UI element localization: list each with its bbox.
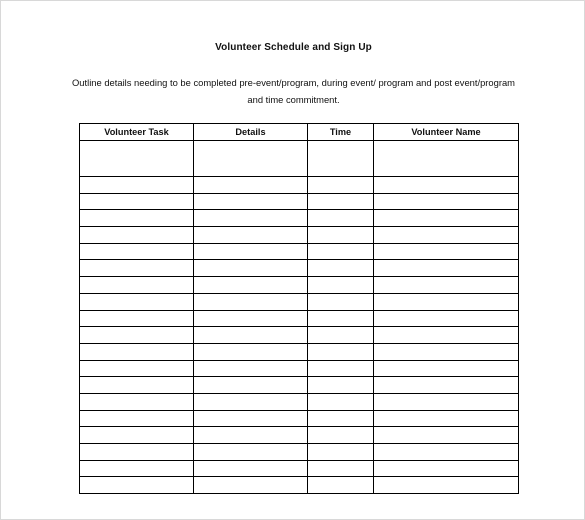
task-cell[interactable] [80, 260, 194, 277]
task-cell[interactable] [80, 293, 194, 310]
table-row [80, 327, 519, 344]
task-cell[interactable] [80, 343, 194, 360]
table-row [80, 460, 519, 477]
name-cell[interactable] [374, 177, 519, 194]
details-cell[interactable] [194, 277, 308, 294]
task-cell[interactable] [80, 277, 194, 294]
table-row [80, 393, 519, 410]
name-cell[interactable] [374, 427, 519, 444]
task-cell[interactable] [80, 210, 194, 227]
time-cell[interactable] [308, 177, 374, 194]
name-cell[interactable] [374, 310, 519, 327]
name-cell[interactable] [374, 260, 519, 277]
table-header-row [80, 124, 519, 141]
table-row [80, 427, 519, 444]
name-cell[interactable] [374, 327, 519, 344]
name-cell[interactable] [374, 360, 519, 377]
time-cell[interactable] [308, 260, 374, 277]
table-row [80, 293, 519, 310]
table-row [80, 343, 519, 360]
name-cell[interactable] [374, 277, 519, 294]
details-cell[interactable] [194, 477, 308, 494]
name-cell[interactable] [374, 210, 519, 227]
header-volunteer-name: Volunteer Name [374, 124, 519, 141]
details-cell[interactable] [194, 193, 308, 210]
name-cell[interactable] [374, 343, 519, 360]
name-cell[interactable] [374, 410, 519, 427]
details-cell[interactable] [194, 243, 308, 260]
table-row [80, 310, 519, 327]
time-cell[interactable] [308, 193, 374, 210]
task-cell[interactable] [80, 477, 194, 494]
details-cell[interactable] [194, 227, 308, 244]
time-cell[interactable] [308, 293, 374, 310]
document-intro [61, 74, 526, 108]
details-cell[interactable] [194, 427, 308, 444]
header-details: Details [194, 124, 308, 141]
table-row [80, 193, 519, 210]
time-cell[interactable] [308, 327, 374, 344]
time-cell[interactable] [308, 343, 374, 360]
table-row [80, 410, 519, 427]
table-row [80, 227, 519, 244]
time-cell[interactable] [308, 277, 374, 294]
header-volunteer-task: Volunteer Task [80, 124, 194, 141]
name-cell[interactable] [374, 141, 519, 177]
details-cell[interactable] [194, 410, 308, 427]
name-cell[interactable] [374, 393, 519, 410]
name-cell[interactable] [374, 193, 519, 210]
task-cell[interactable] [80, 360, 194, 377]
details-cell[interactable] [194, 310, 308, 327]
table-row [80, 360, 519, 377]
task-cell[interactable] [80, 377, 194, 394]
task-cell[interactable] [80, 243, 194, 260]
time-cell[interactable] [308, 227, 374, 244]
task-cell[interactable] [80, 227, 194, 244]
details-cell[interactable] [194, 393, 308, 410]
details-cell[interactable] [194, 460, 308, 477]
task-cell[interactable] [80, 427, 194, 444]
time-cell[interactable] [308, 377, 374, 394]
time-cell[interactable] [308, 310, 374, 327]
details-cell[interactable] [194, 293, 308, 310]
task-cell[interactable] [80, 393, 194, 410]
task-cell[interactable] [80, 141, 194, 177]
name-cell[interactable] [374, 227, 519, 244]
task-cell[interactable] [80, 327, 194, 344]
time-cell[interactable] [308, 410, 374, 427]
time-cell[interactable] [308, 210, 374, 227]
task-cell[interactable] [80, 444, 194, 461]
document-title: Volunteer Schedule and Sign Up [215, 42, 372, 53]
task-cell[interactable] [80, 310, 194, 327]
details-cell[interactable] [194, 177, 308, 194]
details-cell[interactable] [194, 260, 308, 277]
time-cell[interactable] [308, 360, 374, 377]
table-row [80, 177, 519, 194]
name-cell[interactable] [374, 477, 519, 494]
table-row [80, 377, 519, 394]
name-cell[interactable] [374, 243, 519, 260]
time-cell[interactable] [308, 141, 374, 177]
table-row [80, 210, 519, 227]
time-cell[interactable] [308, 427, 374, 444]
table-row [80, 444, 519, 461]
intro-line-2: and time commitment. [247, 94, 340, 105]
time-cell[interactable] [308, 477, 374, 494]
header-time: Time [308, 124, 374, 141]
details-cell[interactable] [194, 444, 308, 461]
name-cell[interactable] [374, 377, 519, 394]
signup-table [79, 123, 519, 494]
table-row [80, 141, 519, 177]
task-cell[interactable] [80, 460, 194, 477]
task-cell[interactable] [80, 410, 194, 427]
time-cell[interactable] [308, 393, 374, 410]
time-cell[interactable] [308, 243, 374, 260]
details-cell[interactable] [194, 327, 308, 344]
task-cell[interactable] [80, 177, 194, 194]
details-cell[interactable] [194, 210, 308, 227]
table-row [80, 260, 519, 277]
name-cell[interactable] [374, 293, 519, 310]
name-cell[interactable] [374, 444, 519, 461]
details-cell[interactable] [194, 343, 308, 360]
table-body [80, 141, 519, 494]
details-cell[interactable] [194, 360, 308, 377]
task-cell[interactable] [80, 193, 194, 210]
table-row [80, 277, 519, 294]
name-cell[interactable] [374, 460, 519, 477]
intro-line-1: Outline details needing to be completed pre-event/program, during event/ program and post event/program [72, 77, 515, 88]
details-cell[interactable] [194, 141, 308, 177]
time-cell[interactable] [308, 460, 374, 477]
table-row [80, 477, 519, 494]
time-cell[interactable] [308, 444, 374, 461]
table-row [80, 243, 519, 260]
details-cell[interactable] [194, 377, 308, 394]
